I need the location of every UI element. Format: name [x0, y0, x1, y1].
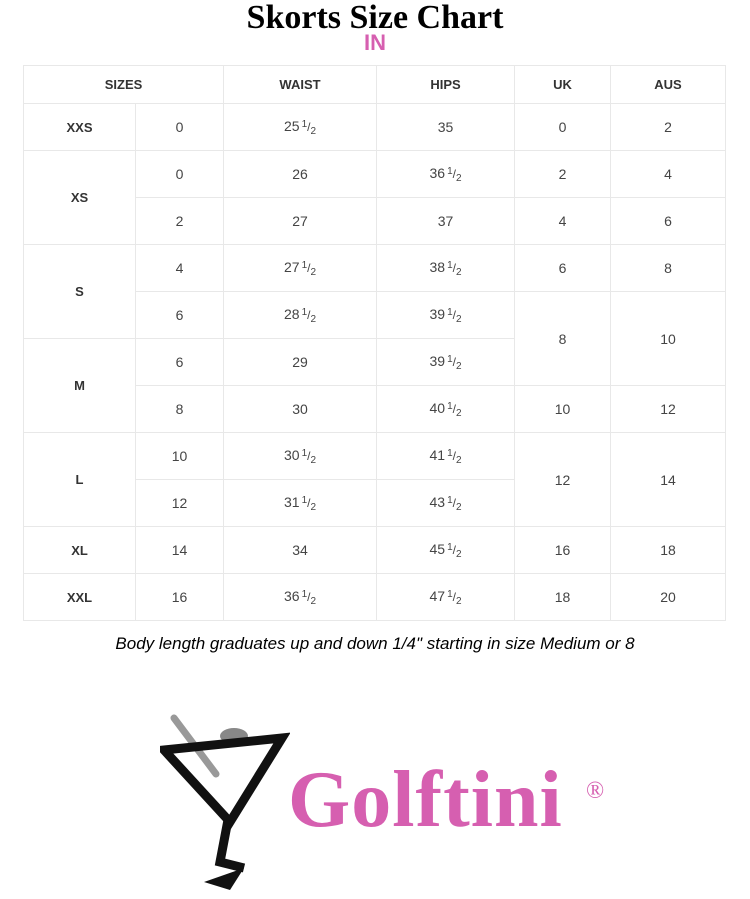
half-fraction: $^1/_2$ [447, 588, 462, 607]
size-number: 4 [136, 245, 224, 292]
hips-cell [377, 574, 515, 621]
waist-value: 36 [283, 587, 300, 604]
aus-cell: 10 [611, 292, 726, 386]
size-number: 8 [136, 386, 224, 433]
uk-cell: 12 [515, 433, 611, 527]
waist-value: 29 [292, 354, 308, 370]
half-fraction: $^1/_2$ [301, 118, 317, 137]
size-label: XS [24, 151, 136, 245]
table-row [24, 104, 726, 151]
hips-value: 45 [429, 540, 446, 557]
half-fraction: $^1/_2$ [301, 494, 317, 513]
hips-cell [377, 245, 515, 292]
hips-value: 38 [429, 258, 446, 275]
size-label: XXS [24, 104, 136, 151]
waist-value: 34 [292, 542, 308, 558]
size-number: 14 [136, 527, 224, 574]
waist-cell [224, 339, 377, 386]
body-length-note: Body length graduates up and down 1/4" starting in size Medium or 8 [115, 634, 635, 653]
table-row [24, 433, 726, 480]
waist-value: 28 [283, 305, 300, 322]
half-fraction: $^1/_2$ [447, 541, 462, 560]
hips-cell [377, 527, 515, 574]
half-fraction: $^1/_2$ [447, 259, 462, 278]
hips-cell [377, 339, 515, 386]
hips-value: 39 [429, 305, 446, 322]
waist-cell [224, 574, 377, 621]
waist-cell [224, 480, 377, 527]
waist-value: 26 [292, 166, 308, 182]
table-row [24, 151, 726, 198]
unit-label: IN [364, 30, 386, 55]
header-aus: AUS [611, 66, 726, 104]
waist-cell [224, 292, 377, 339]
waist-cell [224, 433, 377, 480]
hips-value: 37 [437, 213, 454, 229]
half-fraction: $^1/_2$ [447, 447, 462, 466]
hips-cell [377, 386, 515, 433]
registered-mark: ® [586, 778, 605, 804]
header-sizes: SIZES [24, 66, 224, 104]
golftini-logo: Golftini [288, 756, 563, 844]
waist-cell [224, 104, 377, 151]
size-label: XL [24, 527, 136, 574]
hips-value: 41 [429, 446, 446, 463]
header-waist: WAIST [224, 66, 377, 104]
uk-cell: 8 [515, 292, 611, 386]
waist-value: 27 [283, 258, 300, 275]
waist-value: 30 [283, 446, 300, 463]
size-number: 6 [136, 339, 224, 386]
half-fraction: $^1/_2$ [301, 306, 317, 325]
size-label: XXL [24, 574, 136, 621]
half-fraction: $^1/_2$ [447, 306, 462, 325]
size-chart-table [23, 65, 726, 621]
aus-cell: 2 [611, 104, 726, 151]
half-fraction: $^1/_2$ [301, 588, 317, 607]
uk-cell: 6 [515, 245, 611, 292]
size-label: S [24, 245, 136, 339]
waist-value: 31 [283, 493, 300, 510]
table-row [24, 527, 726, 574]
hips-cell [377, 104, 515, 151]
hips-cell [377, 151, 515, 198]
waist-cell [224, 245, 377, 292]
half-fraction: $^1/_2$ [447, 353, 462, 372]
martini-glass-icon [160, 712, 290, 892]
aus-cell: 4 [611, 151, 726, 198]
size-number: 16 [136, 574, 224, 621]
waist-cell [224, 151, 377, 198]
waist-cell [224, 198, 377, 245]
aus-cell: 18 [611, 527, 726, 574]
uk-cell: 4 [515, 198, 611, 245]
waist-cell [224, 386, 377, 433]
aus-cell: 12 [611, 386, 726, 433]
aus-cell: 8 [611, 245, 726, 292]
half-fraction: $^1/_2$ [301, 259, 317, 278]
size-number: 0 [136, 104, 224, 151]
waist-value: 30 [292, 401, 308, 417]
hips-value: 39 [429, 352, 446, 369]
table-row [24, 574, 726, 621]
hips-value: 47 [429, 587, 446, 604]
size-number: 0 [136, 151, 224, 198]
hips-cell [377, 433, 515, 480]
hips-value: 43 [429, 493, 446, 510]
size-number: 2 [136, 198, 224, 245]
hips-value: 35 [437, 119, 454, 135]
half-fraction: $^1/_2$ [447, 494, 462, 513]
aus-cell: 6 [611, 198, 726, 245]
uk-cell: 0 [515, 104, 611, 151]
uk-cell: 10 [515, 386, 611, 433]
half-fraction: $^1/_2$ [301, 447, 317, 466]
hips-value: 36 [429, 164, 446, 181]
waist-value: 27 [292, 213, 308, 229]
table-row [24, 245, 726, 292]
half-fraction: $^1/_2$ [447, 400, 462, 419]
size-number: 10 [136, 433, 224, 480]
header-hips: HIPS [377, 66, 515, 104]
uk-cell: 16 [515, 527, 611, 574]
hips-cell [377, 292, 515, 339]
header-row [24, 66, 726, 104]
aus-cell: 14 [611, 433, 726, 527]
uk-cell: 18 [515, 574, 611, 621]
chart-title: Skorts Size Chart [246, 0, 504, 36]
waist-cell [224, 527, 377, 574]
half-fraction: $^1/_2$ [447, 165, 462, 184]
size-number: 12 [136, 480, 224, 527]
waist-value: 25 [283, 117, 300, 134]
size-label: L [24, 433, 136, 527]
size-number: 6 [136, 292, 224, 339]
size-label: M [24, 339, 136, 433]
hips-cell [377, 480, 515, 527]
aus-cell: 20 [611, 574, 726, 621]
header-uk: UK [515, 66, 611, 104]
uk-cell: 2 [515, 151, 611, 198]
hips-cell [377, 198, 515, 245]
hips-value: 40 [429, 399, 446, 416]
